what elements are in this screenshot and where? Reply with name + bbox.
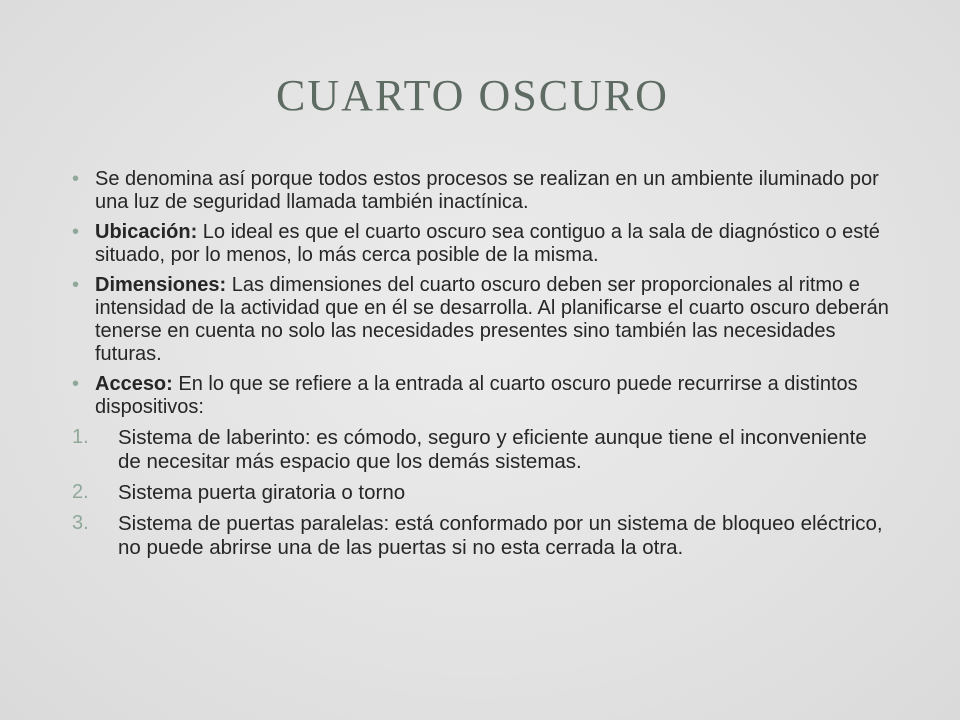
- bullet-label: Acceso:: [95, 373, 173, 395]
- item-number: 2.: [72, 481, 89, 503]
- numbered-item: [72, 512, 892, 560]
- bullet-item: [72, 373, 892, 419]
- bullet-icon: •: [72, 221, 80, 243]
- bullet-text: Lo ideal es que el cuarto oscuro sea contiguo a la sala de diagnóstico o esté situado, por lo menos, lo más cerca posible de la misma.: [95, 221, 880, 266]
- bullet-label: Dimensiones:: [95, 274, 227, 296]
- numbered-text: Sistema puerta giratoria o torno: [118, 481, 406, 504]
- numbered-text: Sistema de puertas paralelas: está conformado por un sistema de bloqueo eléctrico, no puede abrirse una de las puertas si no esta cerrada la otra.: [118, 512, 883, 559]
- numbered-text: Sistema de laberinto: es cómodo, seguro y eficiente aunque tiene el inconveniente de necesitar más espacio que los demás sistemas.: [118, 426, 867, 473]
- slide-title: CUARTO OSCURO: [276, 71, 669, 120]
- slide-body: [72, 168, 892, 567]
- numbered-item: [72, 426, 892, 474]
- bullet-text: Las dimensiones del cuarto oscuro deben ser proporcionales al ritmo e intensidad de la actividad que en él se desarrolla. Al planificarse el cuarto oscuro deberán tenerse en cuenta no solo las necesidades presentes sino también las necesidades futuras.: [95, 274, 889, 365]
- item-number: 3.: [72, 512, 89, 534]
- bullet-label: Ubicación:: [95, 221, 198, 243]
- bullet-icon: •: [72, 373, 80, 395]
- bullet-text: Se denomina así porque todos estos procesos se realizan en un ambiente iluminado por una luz de seguridad llamada también inactínica.: [95, 168, 879, 213]
- numbered-item: [72, 481, 892, 505]
- bullet-icon: •: [72, 168, 80, 190]
- bullet-item: [72, 274, 892, 366]
- bullet-text: En lo que se refiere a la entrada al cuarto oscuro puede recurrirse a distintos dispositivos:: [95, 373, 858, 418]
- item-number: 1.: [72, 426, 89, 448]
- bullet-item: [72, 168, 892, 214]
- bullet-icon: •: [72, 274, 80, 296]
- bullet-item: [72, 221, 892, 267]
